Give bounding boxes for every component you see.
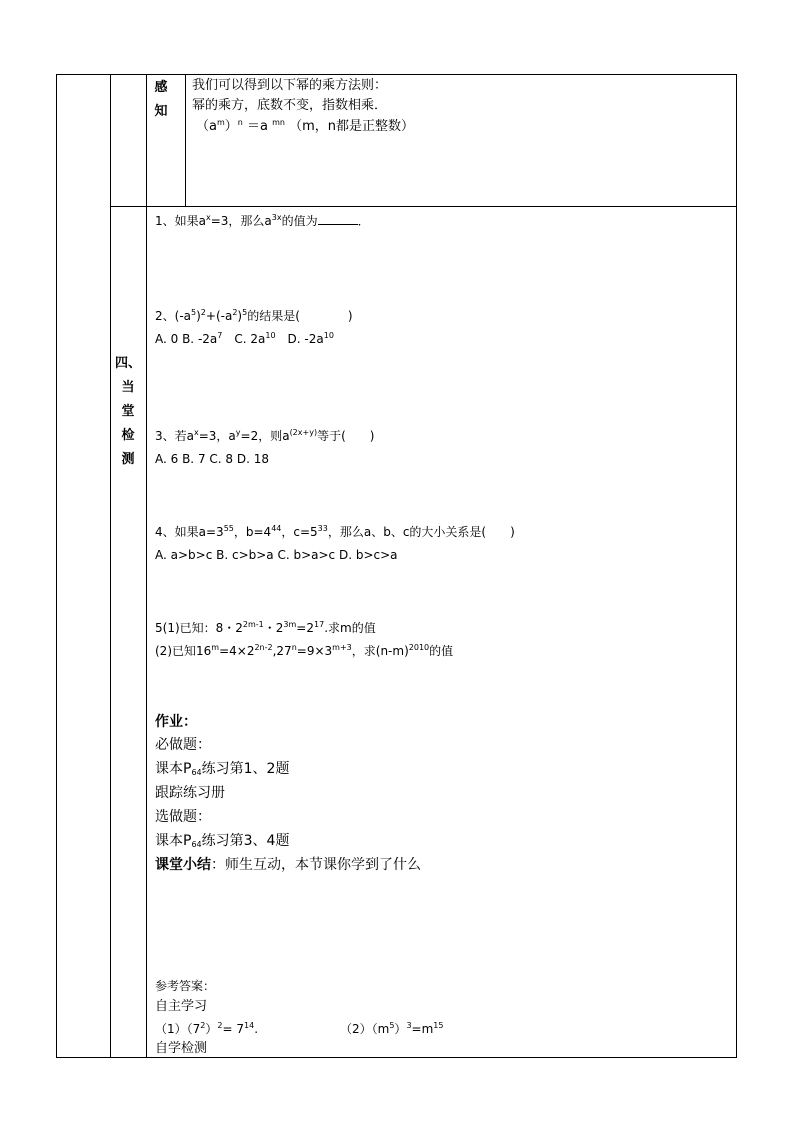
section4-label-2: 当 <box>121 380 135 395</box>
table-border-top <box>56 74 737 75</box>
question-4: 4、如果$a=3^{55}$，$b=4^{44}$，$c=5^{33}$，那么a、b、c的大小关系是( ) <box>155 524 515 539</box>
answers-title: 参考答案： <box>155 979 216 993</box>
table-border-right <box>736 74 737 1058</box>
question-2: 2、$(-a^5)^2+(-a^2)^5$的结果是( ) <box>155 308 353 323</box>
answers-section-2: 自学检测 <box>155 1041 208 1056</box>
answer-2: $(2)(m^5)^3=m^{15}$ <box>340 1021 444 1036</box>
ganzhi-line-1: 我们可以得到以下幂的乘方法则： <box>192 78 388 93</box>
homework-required: 必做题： <box>155 737 211 753</box>
section4-label-1: 四、 <box>114 356 141 371</box>
class-summary-text: ：师生互动，本节课你学到了什么 <box>211 857 421 873</box>
homework-item-3: 课本$P_{64}$练习第3、4题 <box>155 833 290 849</box>
homework-title: 作业： <box>155 714 197 730</box>
question-2-options: A. 0 B. $-2a^7$ C. $2a^{10}$ D. $-2a^{10}$ <box>155 331 334 346</box>
class-summary-label: 课堂小结 <box>155 857 211 873</box>
ganzhi-line-2: 幂的乘方，底数不变，指数相乘． <box>192 98 388 113</box>
ganzhi-line-3: $(a^m)^n =a$ $^{mn}$ （m，n都是正整数） <box>196 118 415 134</box>
question-4-options: A. a>b>c B. c>b>a C. b>a>c D. b>c>a <box>155 548 398 562</box>
section4-label-3: 堂 <box>121 404 135 419</box>
homework-optional: 选做题： <box>155 809 211 825</box>
question-3-options: A. 6 B. 7 C. 8 D. 18 <box>155 452 269 466</box>
column-divider-1 <box>110 74 111 1058</box>
column-divider-inner <box>185 74 186 206</box>
section4-label-5: 测 <box>121 452 135 467</box>
section4-label-4: 检 <box>121 428 135 443</box>
ganzhi-label-1: 感 <box>154 80 168 95</box>
homework-item-1: 课本$P_{64}$练习第1、2题 <box>155 761 290 777</box>
class-summary <box>155 857 421 873</box>
table-border-left <box>56 74 57 1058</box>
ganzhi-label-2: 知 <box>154 104 168 119</box>
question-5-part-2: (2)已知$16^m=4\times 2^{2n-2},27^n=9\times 3^{m+3}$，求$(n-m)^{2010}$的值 <box>155 643 454 658</box>
question-3: 3、若$a^x=3$，$a^y=2$，则$a^{(2x+y)}$等于( ) <box>155 428 375 443</box>
table-border-bottom <box>56 1057 737 1058</box>
row-divider <box>110 206 737 207</box>
answer-1: $(1)(7^2)^2= 7^{14}$. <box>155 1021 259 1036</box>
answers-section: 自主学习 <box>155 999 208 1014</box>
homework-item-2: 跟踪练习册 <box>155 785 225 801</box>
question-1: 1、如果$a^x=3$，那么$a^{3x}$的值为 ． <box>155 213 370 228</box>
question-5-part-1: 5(1)已知：8・$2^{2m-1}$・$2^{3m}=2^{17}$.求m的值 <box>155 620 376 635</box>
column-divider-2 <box>146 74 147 1058</box>
